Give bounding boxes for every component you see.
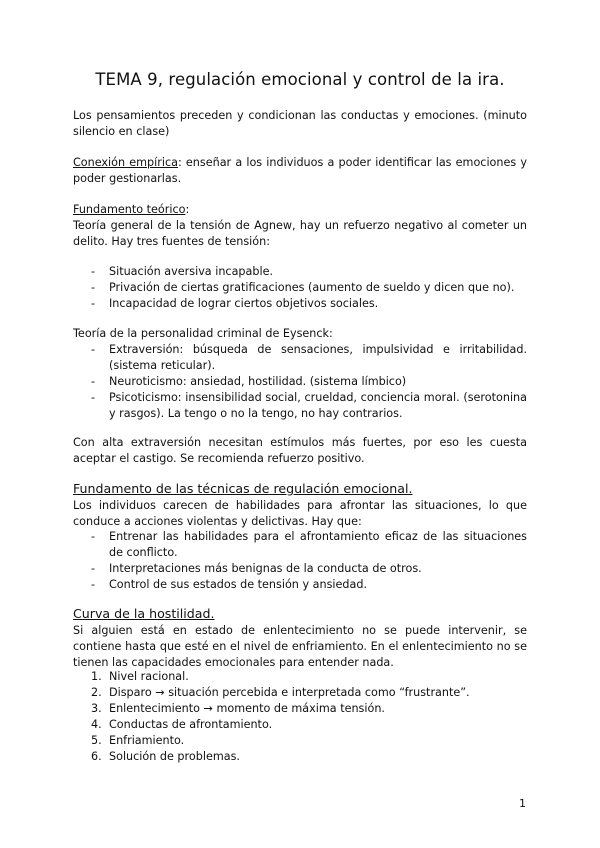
conexion-paragraph <box>73 155 527 187</box>
tecnicas-text: Los individuos carecen de habilidades para afrontar las situaciones, lo que conduce a acciones violentas y delictivas. Hay que: <box>73 499 527 528</box>
list-item: - Extraversión: búsqueda de sensaciones, impulsividad e irritabilidad. (sistema reticular). <box>73 342 527 374</box>
list-item: - Neuroticismo: ansiedad, hostilidad. (sistema límbico) <box>73 374 527 390</box>
list-item: - Control de sus estados de tensión y ansiedad. <box>73 577 527 593</box>
conexion-text: : enseñar a los individuos a poder identificar las emociones y poder gestionarlas. <box>73 156 527 185</box>
curva-list <box>73 669 527 765</box>
tecnicas-heading: Fundamento de las técnicas de regulación emocional. <box>73 481 413 496</box>
list-item: - Interpretaciones más benignas de la conducta de otros. <box>73 561 527 577</box>
conexion-label: Conexión empírica <box>73 156 178 169</box>
list-item: - Psicoticismo: insensibilidad social, crueldad, conciencia moral. (serotonina y rasgos). La tengo o no la tengo, no hay contrarios. <box>73 390 527 422</box>
fundamento-label: Fundamento teórico <box>73 203 186 216</box>
list-item: - Privación de ciertas gratificaciones (aumento de sueldo y dicen que no). <box>73 280 527 296</box>
tension-list <box>73 264 527 312</box>
extraversion-note: Con alta extraversión necesitan estímulos más fuertes, por eso les cuesta aceptar el castigo. Se recomienda refuerzo positivo. <box>73 436 527 465</box>
page-title: TEMA 9, regulación emocional y control de la ira. <box>95 70 505 89</box>
fundamento-text: Teoría general de la tensión de Agnew, hay un refuerzo negativo al cometer un delito. Hay tres fuentes de tensión: <box>73 219 527 248</box>
list-item: 4. Conductas de afrontamiento. <box>91 718 273 731</box>
tecnicas-list <box>73 529 527 593</box>
list-item: 3. Enlentecimiento → momento de máxima tensión. <box>91 702 385 715</box>
list-item: 2. Disparo → situación percebida e interpretada como “frustrante”. <box>91 686 470 699</box>
list-item: - Situación aversiva incapable. <box>73 264 527 280</box>
page-number: 1 <box>519 797 526 810</box>
fundamento-heading: Fundamento teórico: <box>73 203 190 216</box>
list-item: - Entrenar las habilidades para el afrontamiento eficaz de las situaciones de conflicto. <box>73 529 527 561</box>
list-item: 6. Solución de problemas. <box>91 750 240 763</box>
eysenck-list <box>73 342 527 422</box>
list-item: 5. Enfriamiento. <box>91 734 185 747</box>
curva-text: Si alguien está en estado de enlentecimiento no se puede intervenir, se contiene hasta que esté en el nivel de enfriamiento. En el enlentecimiento no se tienen las capacidades emocionales para entender nada. <box>73 624 527 669</box>
eysenck-text: Teoría de la personalidad criminal de Eysenck: <box>73 327 333 340</box>
list-item: - Incapacidad de lograr ciertos objetivos sociales. <box>73 296 527 312</box>
intro-paragraph: Los pensamientos preceden y condicionan las conductas y emociones. (minuto silencio en clase) <box>73 109 527 138</box>
curva-heading: Curva de la hostilidad. <box>73 606 215 621</box>
list-item: 1. Nivel racional. <box>91 670 189 683</box>
